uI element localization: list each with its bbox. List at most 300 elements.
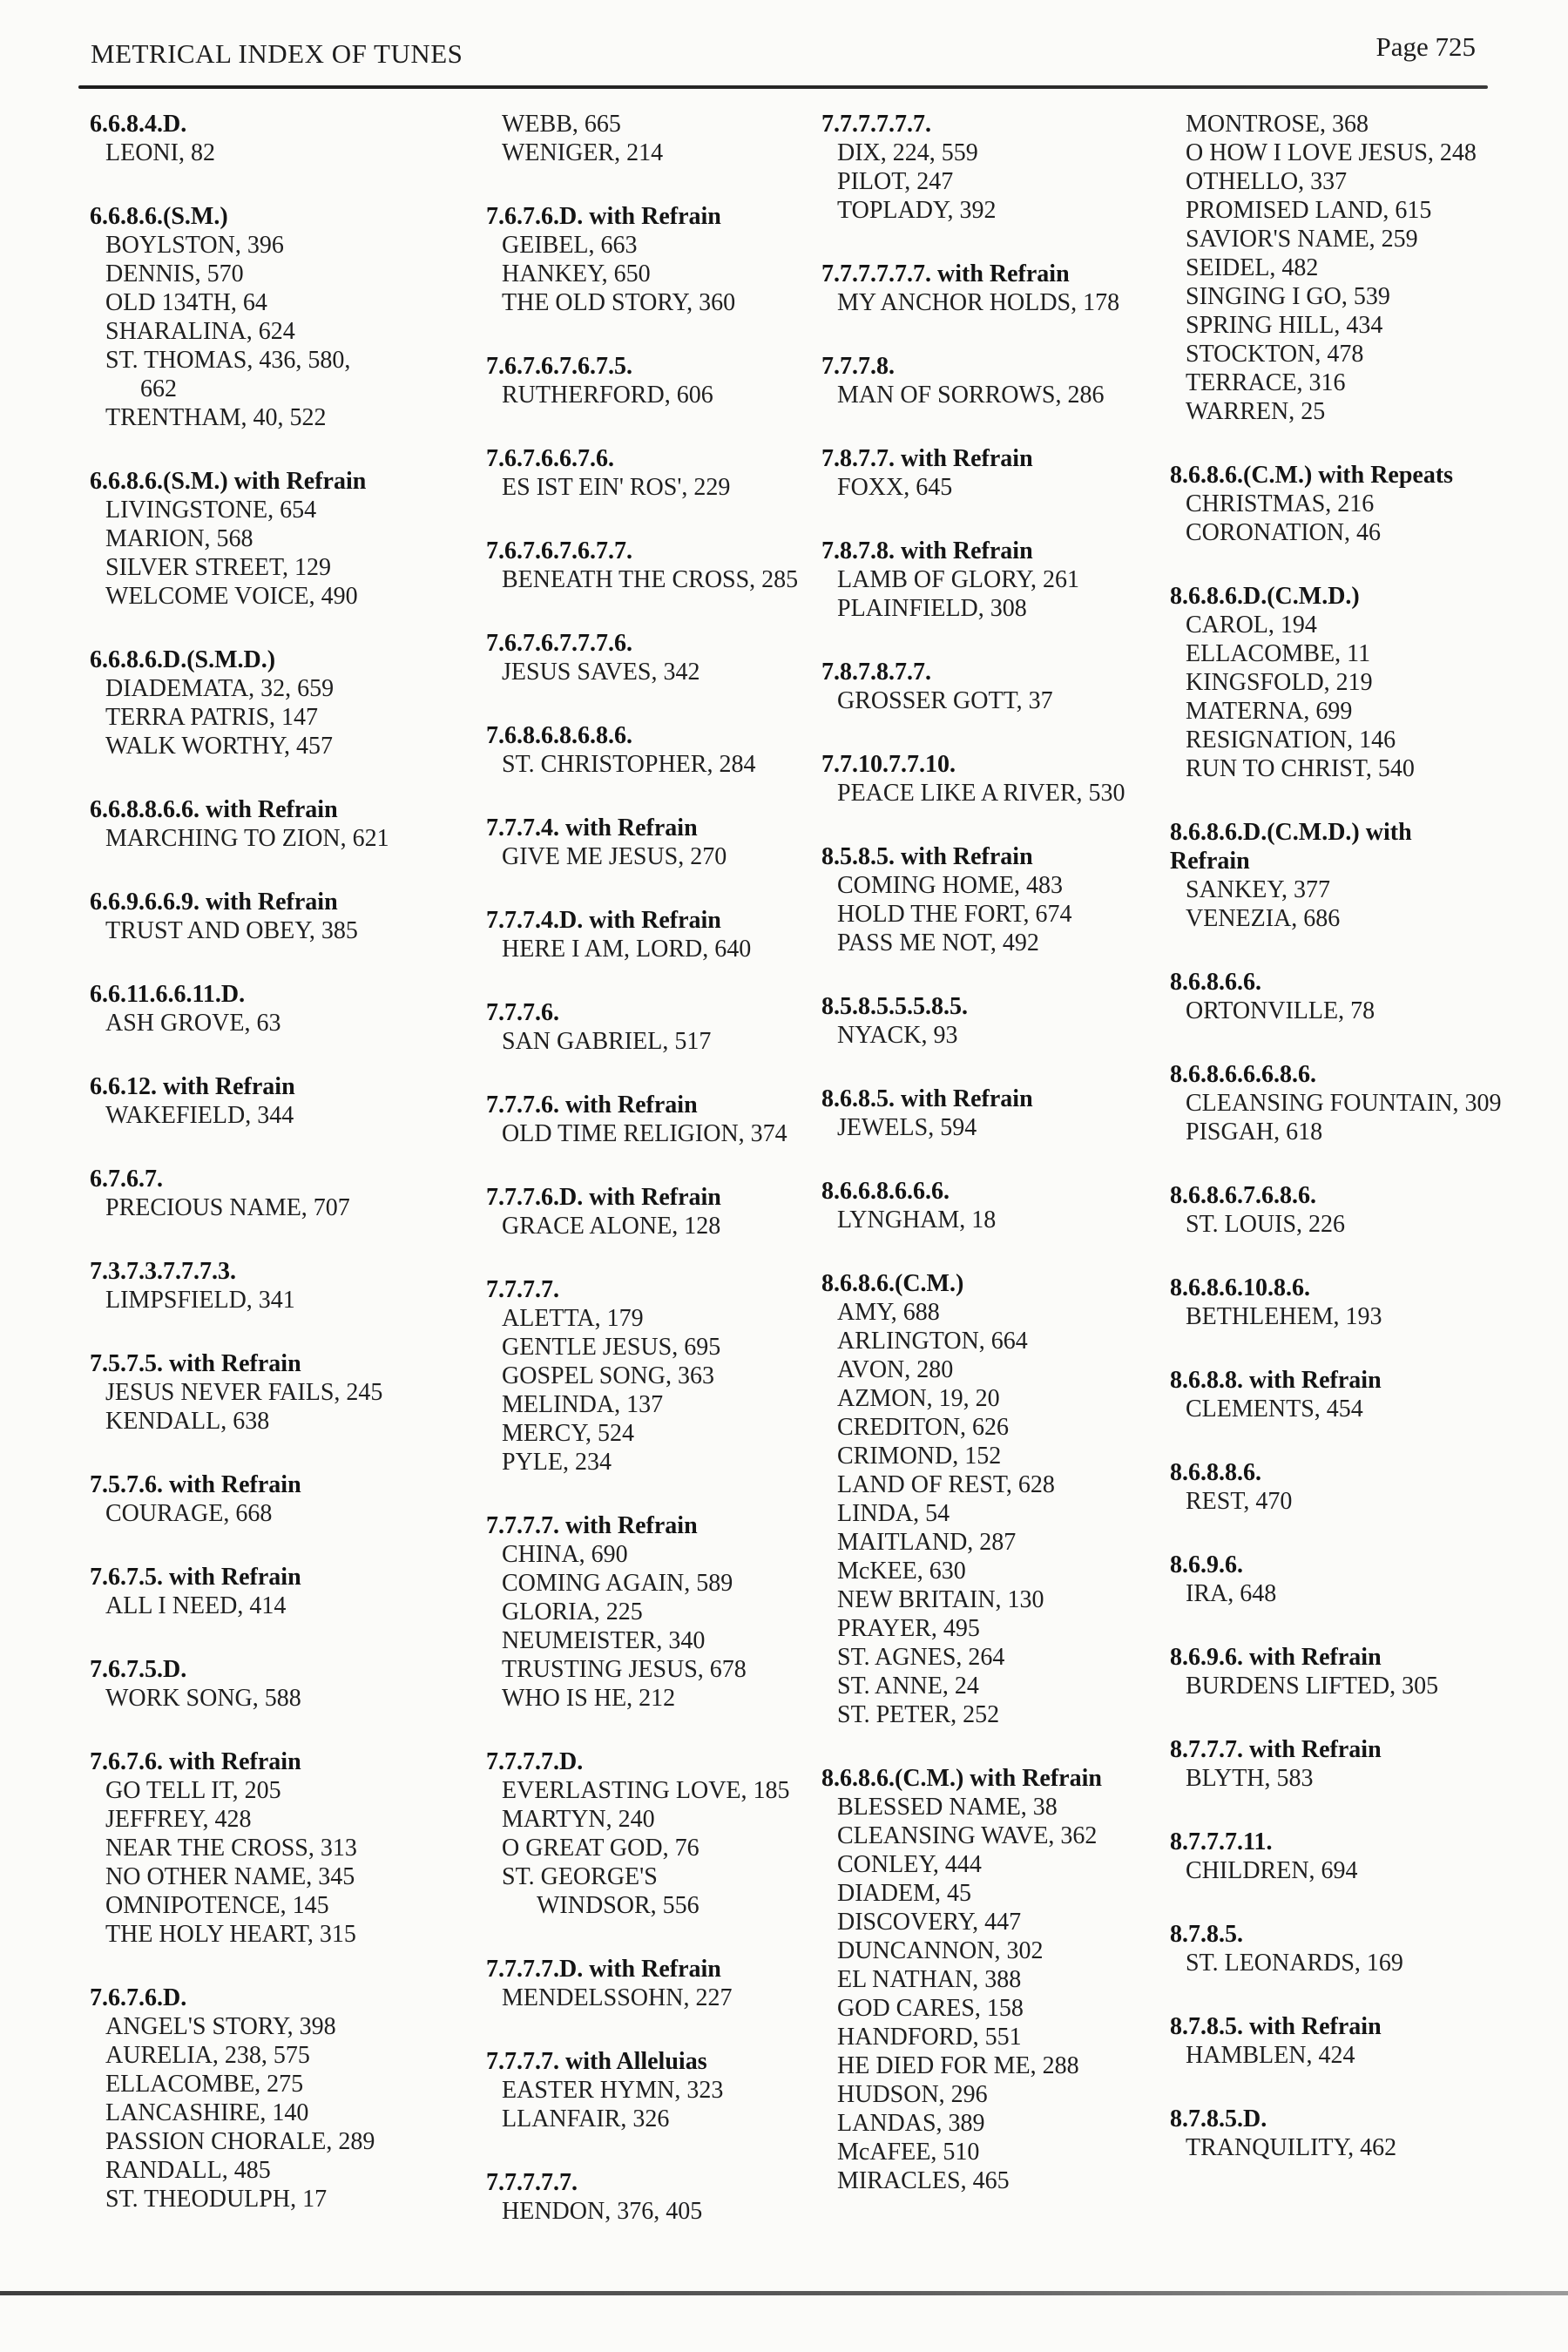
tune-entry [90,1592,482,1620]
tune-entry [821,139,1174,167]
tune-entry-line: GOSPEL SONG, 363 [502,1362,714,1389]
tune-entry [821,1821,1174,1850]
meter-section [1170,968,1529,1025]
tune-entry [90,2041,482,2070]
tune-entry [90,346,482,403]
meter-section [90,1470,482,1528]
tune-entry [821,1499,1174,1528]
meter-section [486,202,824,317]
meter-heading [821,992,1174,1021]
tune-entry-line: CREDITON, 626 [837,1414,1010,1441]
meter-section [90,1349,482,1436]
meter-heading-line: 7.6.7.6.D. with Refrain [486,203,721,230]
tune-entry-line: LAND OF REST, 628 [837,1471,1055,1498]
tune-entry-line: REST, 470 [1186,1488,1293,1515]
meter-section [90,1072,482,1130]
tune-entry-line: HUDSON, 296 [837,2081,988,2108]
tune-entry [821,1793,1174,1821]
meter-section [821,110,1174,225]
meter-heading [90,1984,482,2012]
tune-entry-line: SEIDEL, 482 [1186,254,1319,281]
meter-heading-line: 7.8.7.8. with Refrain [821,537,1033,564]
tune-entry-line: ST. ANNE, 24 [837,1673,979,1700]
tune-entry [1170,1672,1529,1700]
meter-heading-line: 7.6.7.6.7.6.7.7. [486,537,632,564]
tune-entry [90,1009,482,1037]
tune-entry [486,1626,824,1655]
meter-heading [1170,1920,1529,1949]
tune-entry-line: BENEATH THE CROSS, 285 [502,566,799,593]
meter-heading [486,1955,824,1984]
meter-section [486,352,824,409]
meter-section [1170,2012,1529,2070]
meter-heading-line: 8.6.8.6.(C.M.) [821,1270,964,1297]
tune-entry-line: ALETTA, 179 [502,1305,644,1332]
tune-entry-line: COMING AGAIN, 589 [502,1570,733,1597]
tune-entry [90,2156,482,2185]
tune-entry [1170,397,1529,426]
meter-section [486,1511,824,1713]
tune-entry [821,2023,1174,2051]
meter-heading-line: 8.6.6.8.6.6.6. [821,1178,950,1205]
meter-section [821,352,1174,409]
meter-heading-line: 8.7.7.7.11. [1170,1828,1273,1855]
meter-heading [486,906,824,935]
meter-heading-line: 7.6.7.6.7.6.7.5. [486,353,632,380]
tune-entry-line: GROSSER GOTT, 37 [837,687,1053,714]
tune-entry [821,1021,1174,1050]
meter-section [486,721,824,779]
index-column-2 [486,110,824,2261]
tune-entry [90,703,482,732]
meter-section [1170,1060,1529,1146]
meter-section [90,1747,482,1949]
tune-entry-line: TERRA PATRIS, 147 [105,704,319,731]
meter-heading [821,1085,1174,1113]
tune-entry-line: DIADEM, 45 [837,1880,971,1907]
tune-entry-line: BOYLSTON, 396 [105,232,284,259]
tune-entry-line: ST. THOMAS, 436, 580, [105,347,351,374]
meter-heading [821,842,1174,871]
meter-heading [1170,1274,1529,1302]
tune-entry [1170,1395,1529,1423]
tune-entry-line: TRUST AND OBEY, 385 [105,917,358,944]
meter-heading [90,467,482,496]
tune-entry-line: BURDENS LIFTED, 305 [1186,1673,1439,1700]
tune-entry [90,732,482,760]
tune-entry [821,1850,1174,1879]
tune-entry-line: MAN OF SORROWS, 286 [837,382,1105,409]
tune-entry-line: KENDALL, 638 [105,1408,270,1435]
meter-heading-line: 7.6.8.6.8.6.8.6. [486,722,632,749]
tune-entry [486,231,824,260]
tune-entry-line: MARCHING TO ZION, 621 [105,825,389,852]
tune-entry-line: SINGING I GO, 539 [1186,283,1390,310]
tune-entry [821,167,1174,196]
tune-entry [821,196,1174,225]
tune-entry [821,1442,1174,1470]
tune-entry [821,1879,1174,1908]
tune-entry-line: AMY, 688 [837,1299,940,1326]
tune-entry [486,110,824,139]
tune-entry [90,1776,482,1805]
meter-heading [821,352,1174,381]
meter-section [90,1165,482,1222]
tune-entry [486,1448,824,1477]
meter-section [90,1257,482,1315]
tune-entry [821,2051,1174,2080]
tune-entry-line: ST. CHRISTOPHER, 284 [502,751,756,778]
tune-entry [486,1119,824,1148]
meter-heading-line: 7.7.7.4.D. with Refrain [486,907,721,934]
meter-section [486,1183,824,1240]
tune-entry-line: EASTER HYMN, 323 [502,2077,724,2104]
meter-heading-line: 7.7.7.7.D. with Refrain [486,1956,721,1983]
tune-entry [90,1101,482,1130]
tune-entry-line: MELINDA, 137 [502,1391,664,1418]
tune-entry [90,524,482,553]
tune-entry [1170,639,1529,668]
tune-entry [1170,1764,1529,1793]
tune-entry [1170,139,1529,167]
tune-entry-line: PASSION CHORALE, 289 [105,2128,375,2155]
tune-entry [821,1528,1174,1557]
meter-section [486,1747,824,1920]
meter-heading-line: 8.6.8.6.6.6.8.6. [1170,1061,1316,1088]
tune-entry [821,565,1174,594]
tune-entry-line: DIX, 224, 559 [837,139,978,166]
tune-entry [1170,754,1529,783]
tune-entry-line: BLESSED NAME, 38 [837,1794,1058,1821]
tune-entry-line: CHINA, 690 [502,1541,628,1568]
meter-heading-line: 7.8.7.7. with Refrain [821,445,1033,472]
tune-entry [90,1193,482,1222]
tune-entry-line: PISGAH, 618 [1186,1119,1323,1146]
meter-heading-line: 8.6.8.6.6. [1170,969,1261,996]
tune-entry [1170,110,1529,139]
tune-entry [821,1672,1174,1700]
tune-entry-line: ST. LOUIS, 226 [1186,1211,1346,1238]
tune-entry [486,935,824,963]
meter-heading-line: 8.6.8.6.D.(C.M.D.) [1170,583,1360,610]
tune-entry-line: JESUS SAVES, 342 [502,659,700,686]
meter-section [90,202,482,432]
tune-entry-line: FOXX, 645 [837,474,953,501]
meter-heading-line: 7.7.7.7. [486,1276,559,1303]
tune-entry [1170,611,1529,639]
tune-entry [90,1378,482,1407]
tune-entry-line: WELCOME VOICE, 490 [105,583,358,610]
tune-entry-line: RANDALL, 485 [105,2157,271,2184]
meter-heading-line: 6.6.8.8.6.6. with Refrain [90,796,338,823]
meter-heading [1170,818,1529,875]
meter-section [90,1655,482,1713]
tune-entry [821,1298,1174,1327]
tune-entry [821,686,1174,715]
meter-heading [90,888,482,916]
meter-heading [821,110,1174,139]
meter-heading [486,998,824,1027]
tune-entry-line: PEACE LIKE A RIVER, 530 [837,780,1125,807]
meter-heading [90,110,482,139]
tune-entry [821,1413,1174,1442]
meter-section [1170,582,1529,783]
tune-entry [821,1936,1174,1965]
meter-heading [821,537,1174,565]
tune-entry [1170,1487,1529,1516]
tune-entry [486,1834,824,1862]
tune-entry-line: GEIBEL, 663 [502,232,638,259]
meter-section [90,1984,482,2213]
tune-entry [1170,225,1529,253]
tune-entry-line: RUN TO CHRIST, 540 [1186,755,1415,782]
meter-heading-line: 8.6.8.5. with Refrain [821,1085,1033,1112]
tune-entry [1170,253,1529,282]
tune-entry [1170,340,1529,368]
tune-entry [1170,904,1529,933]
tune-entry [1170,282,1529,311]
tune-entry [90,139,482,167]
meter-section [1170,818,1529,933]
tune-entry [821,900,1174,929]
meter-heading-line: 8.7.8.5.D. [1170,2105,1267,2132]
tune-entry-line: ASH GROVE, 63 [105,1010,281,1037]
meter-heading-line: 7.7.7.4. with Refrain [486,814,698,841]
meter-heading-line: 7.7.7.7.D. [486,1748,584,1775]
tune-entry-line: TRANQUILITY, 462 [1186,2134,1397,2161]
tune-entry-line: JESUS NEVER FAILS, 245 [105,1379,383,1406]
meter-heading-line: 7.7.7.7.7.7. [821,111,931,138]
meter-heading [821,658,1174,686]
tune-entry [486,1684,824,1713]
tune-entry [1170,2133,1529,2162]
meter-heading [486,352,824,381]
tune-entry-line: HANDFORD, 551 [837,2024,1022,2051]
tune-entry-line: SAN GABRIEL, 517 [502,1028,712,1055]
tune-entry [90,1286,482,1315]
tune-entry-line: HAMBLEN, 424 [1186,2042,1355,2069]
tune-entry [90,1805,482,1834]
tune-entry [821,1643,1174,1672]
tune-entry-line: ST. PETER, 252 [837,1701,1000,1728]
meter-heading-line: 6.6.8.6.(S.M.) with Refrain [90,468,367,495]
meter-heading [1170,1060,1529,1089]
meter-heading-line: 7.3.7.3.7.7.7.3. [90,1258,236,1285]
tune-entry [90,2185,482,2213]
meter-heading [486,1091,824,1119]
tune-entry [821,1908,1174,1936]
tune-entry [486,658,824,686]
meter-heading [90,1747,482,1776]
meter-heading [1170,1828,1529,1856]
tune-entry [486,381,824,409]
tune-entry-line: MONTROSE, 368 [1186,111,1369,138]
tune-entry [90,824,482,853]
meter-section [486,1091,824,1148]
meter-section [1170,1274,1529,1331]
tune-entry [90,1920,482,1949]
tune-entry-line: ELLACOMBE, 11 [1186,640,1371,667]
tune-entry [1170,368,1529,397]
tune-entry-line: GIVE ME JESUS, 270 [502,843,727,870]
tune-entry [1170,2041,1529,2070]
tune-entry-line: NEW BRITAIN, 130 [837,1586,1044,1613]
tune-entry-line: KINGSFOLD, 219 [1186,669,1373,696]
tune-entry [486,2105,824,2133]
meter-heading [486,444,824,473]
meter-heading [90,1072,482,1101]
tune-entry-line: HOLD THE FORT, 674 [837,901,1072,928]
tune-entry [486,1805,824,1834]
meter-section [486,1275,824,1477]
meter-heading [486,202,824,231]
meter-heading [486,1511,824,1540]
tune-entry-line: ST. GEORGE'S [502,1863,658,1890]
meter-heading [821,1177,1174,1206]
meter-heading-line: 8.6.8.6.7.6.8.6. [1170,1182,1316,1209]
tune-entry [486,2197,824,2226]
tune-entry-line: ARLINGTON, 664 [837,1328,1028,1355]
tune-entry-line: SILVER STREET, 129 [105,554,332,581]
tune-entry [486,288,824,317]
meter-heading [1170,1735,1529,1764]
tune-entry-line: MIRACLES, 465 [837,2167,1010,2194]
tune-entry [821,1994,1174,2023]
meter-heading-line: 8.6.8.6.(C.M.) with Refrain [821,1765,1102,1792]
tune-entry-line: AVON, 280 [837,1356,954,1383]
meter-heading [90,645,482,674]
tune-entry [486,1540,824,1569]
tune-entry-line: DUNCANNON, 302 [837,1937,1044,1964]
tune-entry-line: SPRING HILL, 434 [1186,312,1383,339]
tune-entry-line: ELLACOMBE, 275 [105,2071,304,2098]
tune-entry-line: JEWELS, 594 [837,1114,977,1141]
tune-entry [90,2012,482,2041]
index-column-3 [821,110,1174,2230]
tune-entry-line: McKEE, 630 [837,1558,966,1585]
tune-entry-line: O HOW I LOVE JESUS, 248 [1186,139,1477,166]
meter-heading-line: 6.6.8.6.(S.M.) [90,203,228,230]
tune-entry-line: WAKEFIELD, 344 [105,1102,294,1129]
tune-entry [1170,997,1529,1025]
tune-entry-line: NO OTHER NAME, 345 [105,1863,355,1890]
tune-entry-line: PROMISED LAND, 615 [1186,197,1432,224]
tune-entry [486,1598,824,1626]
tune-entry-line: DENNIS, 570 [105,260,244,287]
tune-entry [486,1984,824,2012]
tune-entry [486,139,824,167]
tune-entry-line: PRAYER, 495 [837,1615,980,1642]
tune-entry [1170,311,1529,340]
tune-entry-line: HANKEY, 650 [502,260,651,287]
meter-heading-line: 7.7.7.7. with Refrain [486,1512,698,1539]
tune-entry [486,260,824,288]
tune-entry-line: OLD 134TH, 64 [105,289,267,316]
meter-section [1170,2105,1529,2162]
meter-heading [1170,1181,1529,1210]
tune-entry-line: McAFEE, 510 [837,2139,980,2166]
tune-entry-line: LIMPSFIELD, 341 [105,1287,295,1314]
tune-entry-line: PILOT, 247 [837,168,954,195]
tune-entry-line: NYACK, 93 [837,1022,958,1049]
tune-entry-line: HENDON, 376, 405 [502,2198,703,2225]
meter-heading [1170,2105,1529,2133]
meter-heading-line: 7.7.7.6. [486,999,559,1026]
meter-heading [90,1257,482,1286]
meter-heading [486,1747,824,1776]
tune-entry-line: ORTONVILLE, 78 [1186,997,1375,1024]
tune-entry-line: LANCASHIRE, 140 [105,2099,309,2126]
tune-entry-line: TRENTHAM, 40, 522 [105,404,327,431]
tune-entry-line: NEAR THE CROSS, 313 [105,1835,357,1862]
tune-entry-line: BETHLEHEM, 193 [1186,1303,1382,1330]
index-column-1 [90,110,482,2248]
tune-entry-line: CRIMOND, 152 [837,1443,1002,1470]
tune-entry-continuation: WINDSOR, 556 [537,1892,700,1919]
meter-section [821,750,1174,808]
meter-section [821,842,1174,957]
meter-heading-line: 7.7.7.7. with Alleluias [486,2048,707,2075]
tune-entry-line: WALK WORTHY, 457 [105,733,333,760]
meter-heading [1170,461,1529,490]
tune-entry-line: GRACE ALONE, 128 [502,1213,721,1240]
tune-entry [90,2070,482,2099]
meter-heading-line: 6.6.11.6.6.11.D. [90,981,246,1008]
tune-entry-line: GLORIA, 225 [502,1598,643,1625]
tune-entry-line: ST. THEODULPH, 17 [105,2186,328,2213]
tune-entry-line: PLAINFIELD, 308 [837,595,1027,622]
tune-entry [486,565,824,594]
meter-section [821,260,1174,317]
tune-entry-line: LAMB OF GLORY, 261 [837,566,1079,593]
tune-entry-line: WENIGER, 214 [502,139,664,166]
meter-section [1170,110,1529,426]
meter-section [1170,1643,1529,1700]
tune-entry [486,1027,824,1056]
meter-section [486,444,824,502]
tune-entry [821,1585,1174,1614]
tune-entry-line: WHO IS HE, 212 [502,1685,676,1712]
meter-section [486,814,824,871]
tune-entry-line: DIADEMATA, 32, 659 [105,675,335,702]
tune-entry [90,1407,482,1436]
meter-heading-line: 7.5.7.6. with Refrain [90,1471,301,1498]
tune-entry-line: TERRACE, 316 [1186,369,1346,396]
tune-entry-line: RUTHERFORD, 606 [502,382,713,409]
tune-entry-line: JEFFREY, 428 [105,1806,252,1833]
tune-entry-line: WORK SONG, 588 [105,1685,301,1712]
meter-section [486,2047,824,2133]
meter-heading [90,1349,482,1378]
tune-entry [90,260,482,288]
tune-entry-line: THE OLD STORY, 360 [502,289,736,316]
tune-entry [486,1304,824,1333]
tune-entry [821,1206,1174,1234]
tune-entry [821,1700,1174,1729]
tune-entry-line: ST. LEONARDS, 169 [1186,1950,1403,1977]
meter-section [1170,1551,1529,1608]
tune-entry-line: MARION, 568 [105,525,253,552]
tune-entry [1170,196,1529,225]
meter-heading-line: 7.6.7.6. with Refrain [90,1748,301,1775]
tune-entry [821,1384,1174,1413]
meter-heading-line: 6.6.12. with Refrain [90,1073,295,1100]
tune-entry [1170,1118,1529,1146]
meter-heading-line: 7.7.10.7.7.10. [821,751,956,778]
tune-entry-line: ST. AGNES, 264 [837,1644,1005,1671]
index-column-4 [1170,110,1529,2197]
tune-entry-line: LYNGHAM, 18 [837,1206,997,1233]
